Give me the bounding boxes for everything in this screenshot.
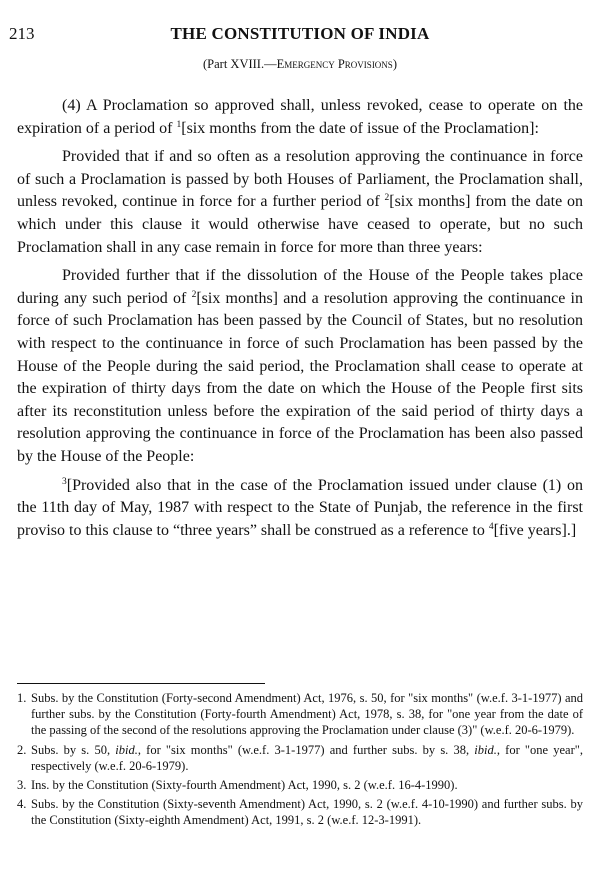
footnote-number: 1. (17, 691, 27, 705)
first-proviso-paragraph (17, 146, 583, 259)
subtitle-section: Emergency Provisions (276, 57, 393, 71)
footnote-text-part: , for "one year", respectively (w.e.f. 20-6-1979). (31, 742, 583, 773)
footnote-text: Ins. by the Constitution (Sixty-fourth Amendment) Act, 1990, s. 2 (w.e.f. 16-4-1990). (31, 778, 458, 793)
third-proviso-paragraph (17, 475, 583, 543)
footnote-2 (17, 742, 583, 774)
footnote-ref-4: 4 (488, 521, 494, 532)
footnote-ref-2: 2 (384, 193, 390, 204)
footnote-text-part: Subs. by s. 50, (31, 742, 116, 757)
page-number: 213 (9, 24, 35, 43)
footnote-number: 4. (17, 797, 27, 812)
clause-4-paragraph (17, 95, 583, 140)
clause-4-text: (4) A Proclamation so approved shall, unless revoked, cease to operate on the expiration of a period of (17, 97, 583, 137)
footnote-text-part: , for "six months" (w.e.f. 3-1-1977) and further subs. by s. 38, (137, 742, 475, 757)
footnote-text: Subs. by the Constitution (Forty-second Amendment) Act, 1976, s. 50, for "six months" (w.e.f. 3-1-1977) and further subs. by the Constitution (Forty-fourth Amendment) Act, 1978, s. 38, for "one year from the date of the passing of the second of the resolutions approving the Proclamation under clause (3)" (w.e.f. 20-6-1979). (31, 691, 583, 738)
subtitle-suffix: ) (392, 57, 397, 71)
footnote-number: 2. (17, 742, 27, 757)
footnote-4 (17, 796, 583, 828)
footnote-3 (17, 777, 583, 793)
footnote-1 (17, 690, 583, 739)
footnote-ibid: ibid. (115, 742, 138, 757)
footnote-ref-3: 3 (62, 476, 67, 487)
clause-4-text-cont: [six months from the date of issue of the Proclamation]: (181, 119, 539, 137)
footnote-text: Subs. by the Constitution (Sixty-seventh Amendment) Act, 1990, s. 2 (w.e.f. 4-10-1990) and further subs. by the Constitution (Sixty-eighth Amendment) Act, 1991, s. 2 (w.e.f. 12-3-1991). (31, 797, 583, 828)
first-proviso-text: Provided that if and so often as a resolution approving the continuance in force of such a Proclamation is passed by both Houses of Parliament, the Proclamation shall, unless revoked, continue in force for a further period of (17, 148, 583, 211)
second-proviso-text-cont: [six months] and a resolution approving the continuance in force of such Proclamation has been passed by the Council of States, but no resolution with respect to the continuance in force of such Proclamation has been passed by the House of the People during the said period, the Proclamation shall cease to operate at the expiration of thirty days from the date on which the House of the People first sits after its reconstitution unless before the expiration of the said period of thirty days a resolution approving the continuance in force of the Proclamation has been also passed by the House of the People: (17, 289, 583, 465)
footnote-ref-2b: 2 (191, 289, 197, 300)
footnote-number: 3. (17, 778, 27, 793)
article-body (17, 95, 583, 548)
footnotes (17, 690, 583, 832)
third-proviso-text-cont: [five years].] (493, 521, 577, 539)
part-subtitle (0, 57, 600, 72)
footnote-divider (17, 683, 265, 684)
subtitle-prefix: (Part XVIII.— (203, 57, 277, 71)
footnote-ref-1: 1 (176, 119, 182, 130)
footnote-text (31, 742, 583, 774)
second-proviso-text: Provided further that if the dissolution of the House of the People takes place during any such period of (17, 267, 583, 307)
first-proviso-text-cont: [six months] from the date on which under this clause it would otherwise have ceased to operate, but no such Proclamation shall in any case remain in force for more than three years: (17, 193, 584, 256)
footnote-ibid: ibid. (474, 742, 497, 757)
page-title: THE CONSTITUTION OF INDIA (170, 24, 430, 43)
third-proviso-text: [Provided also that in the case of the Proclamation issued under clause (1) on the 11th day of May, 1987 with respect to the State of Punjab, the reference in the first proviso to this clause to “three years” shall be construed as a reference to (17, 476, 583, 539)
second-proviso-paragraph (17, 265, 583, 468)
